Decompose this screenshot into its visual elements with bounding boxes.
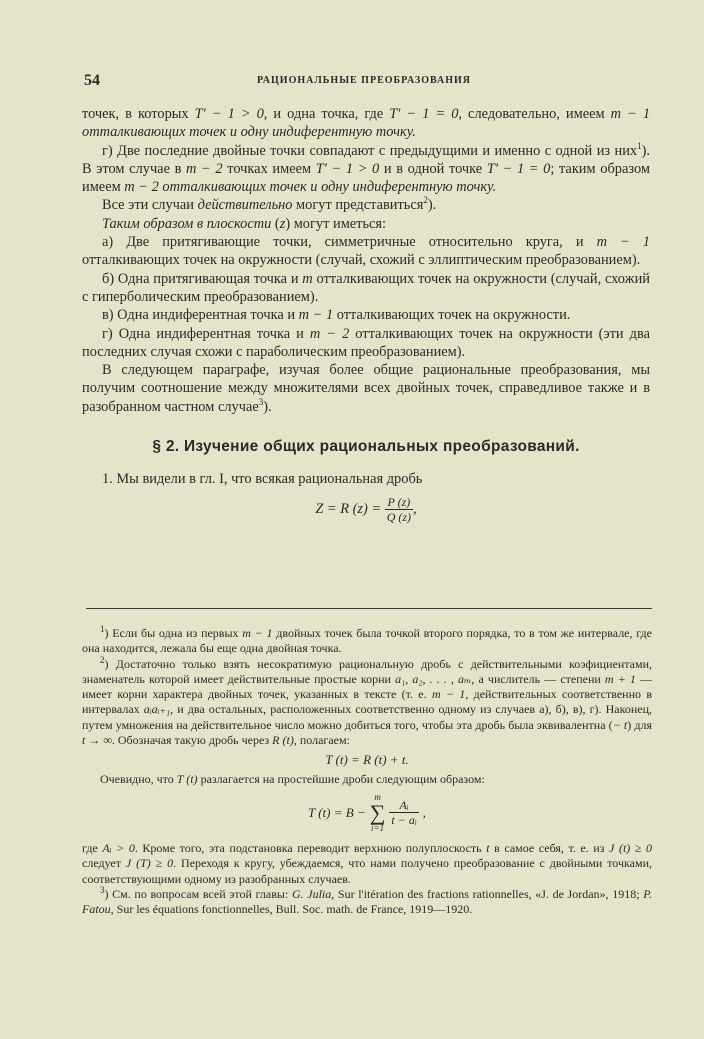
paragraph-1: 1. Мы видели в гл. I, что всякая рациональная дробь xyxy=(102,471,423,488)
case-b: б) Одна притягивающая точка и m отталкивающих точек на окружности (случай, схожий с гиперболическим преобразованием). xyxy=(82,270,650,305)
case-g: г) Одна индиферентная точка и m − 2 отталкивающих точек на окружности (эти два последних случая схожи с параболическим преобразованием). xyxy=(82,325,650,360)
paragraph-next-section: В следующем параграфе, изучая более общие рациональные преобразования, мы получим соотношение между множителями всех двойных точек, справедливое также и в разобранном частном случае$^3$). xyxy=(82,362,650,415)
paragraph-case-g-prev: г) Две последние двойные точки совпадают с предыдущими и именно с одной из них$^1$). В этом случае в m − 2 точках имеем T′ − 1 > 0 и в одной точке T′ − 1 = 0; таким образом имеем m − 2 отталкивающих точек и одну индиферентную точку. xyxy=(82,140,650,196)
footnote-2-end: где Aᵢ > 0. Кроме того, эта подстановка переводит верхнюю полуплоскость t в самое себя, т. е. из J (t) ≥ 0 следует J (T) ≥ 0. Переходя к кругу, убеждаемся, что нами получено преобразование с двойными точками, соответствующими одному из разобранных случаев. xyxy=(82,840,653,886)
paragraph-thus: Таким образом в плоскости (z) могут иметься: xyxy=(102,215,387,232)
formula-partial-fractions: T (t) = B − m ∑ i=1 $\frac{\text{Aᵢ}}{\text{t − aᵢ}}$ , xyxy=(307,791,427,833)
fraction: $\frac{P (z)}{Q (z)}$ xyxy=(386,494,412,524)
footnote-ref[interactable]: 3 xyxy=(258,396,264,407)
section-title: § 2. Изучение общих рациональных преобразований. xyxy=(152,438,580,456)
case-v: в) Одна индиферентная точка и m − 1 отталкивающих точек на окружности. xyxy=(102,307,571,324)
summation: m ∑ i=1 xyxy=(369,791,386,833)
footnote-ref[interactable]: 1 xyxy=(637,140,642,151)
fraction: $\frac{\text{Aᵢ}}{\text{t − aᵢ}}$ xyxy=(391,798,417,828)
footnote-2-cont: Очевидно, что T (t) разлагается на простейшие дроби следующим образом: xyxy=(100,771,485,786)
footnote-2: $^2$) Достаточно только взять несократимую рациональную дробь с действительными коэфициентами, знаменатель которой имеет действительные простые корни a₁, a₂, . . . , aₘ, а числитель — степени m + 1 — имеет корни характера двойных точек, указанных в тексте (т. е. m − 1, действительных соответственно в интервалах aᵢaᵢ₊₁, и два остальных, расположенных соответственно одному из случаев а), б), в), г). Наконец, путем умножения на действительное число можно добиться того, чтобы эта дробь была эквивалентна (− t) для t → ∞. Обозначая такую дробь через R (t), полагаем: xyxy=(82,654,653,748)
footnote-1: $^1$) Если бы одна из первых m − 1 двойных точек была точкой второго порядка, то в том же интервале, где она находится, лежала бы еще одна двойная точка. xyxy=(82,624,652,656)
formula-T-equals: T (t) = R (t) + t. xyxy=(325,752,409,768)
paragraph-continuation: точек, в которых T′ − 1 > 0, и одна точка, где T′ − 1 = 0, следовательно, имеем m − 1 отталкивающих точек и одну индиферентную точку. xyxy=(82,106,651,141)
footnotes xyxy=(82,626,652,917)
page-number: 54 xyxy=(84,72,100,89)
page-header xyxy=(84,72,644,92)
running-head: РАЦИОНАЛЬНЫЕ ПРЕОБРАЗОВАНИЯ xyxy=(256,75,472,86)
footnote-ref[interactable]: 2 xyxy=(423,195,428,206)
paragraph-all-cases: Все эти случаи действительно могут представиться$^2$). xyxy=(102,195,437,214)
footnote-divider xyxy=(86,608,652,609)
formula-rational-fraction: Z = R (z) = $\frac{P (z)}{Q (z)}$ , xyxy=(315,494,417,524)
sigma-symbol: ∑ xyxy=(369,799,386,825)
main-text xyxy=(82,105,650,530)
case-a: а) Две притягивающие точки, симметричные относительно круга, и m − 1 отталкивающих точек на окружности (случай, схожий с эллиптическим преобразованием). xyxy=(82,234,651,269)
footnote-3: $^3$) См. по вопросам всей этой главы: G. Julia, Sur l'itération des fractions rationnelles, «J. de Jordan», 1918; P. Fatou, Sur les équations fonctionnelles, Bull. Soc. math. de France, 1919—1920. xyxy=(82,884,652,917)
